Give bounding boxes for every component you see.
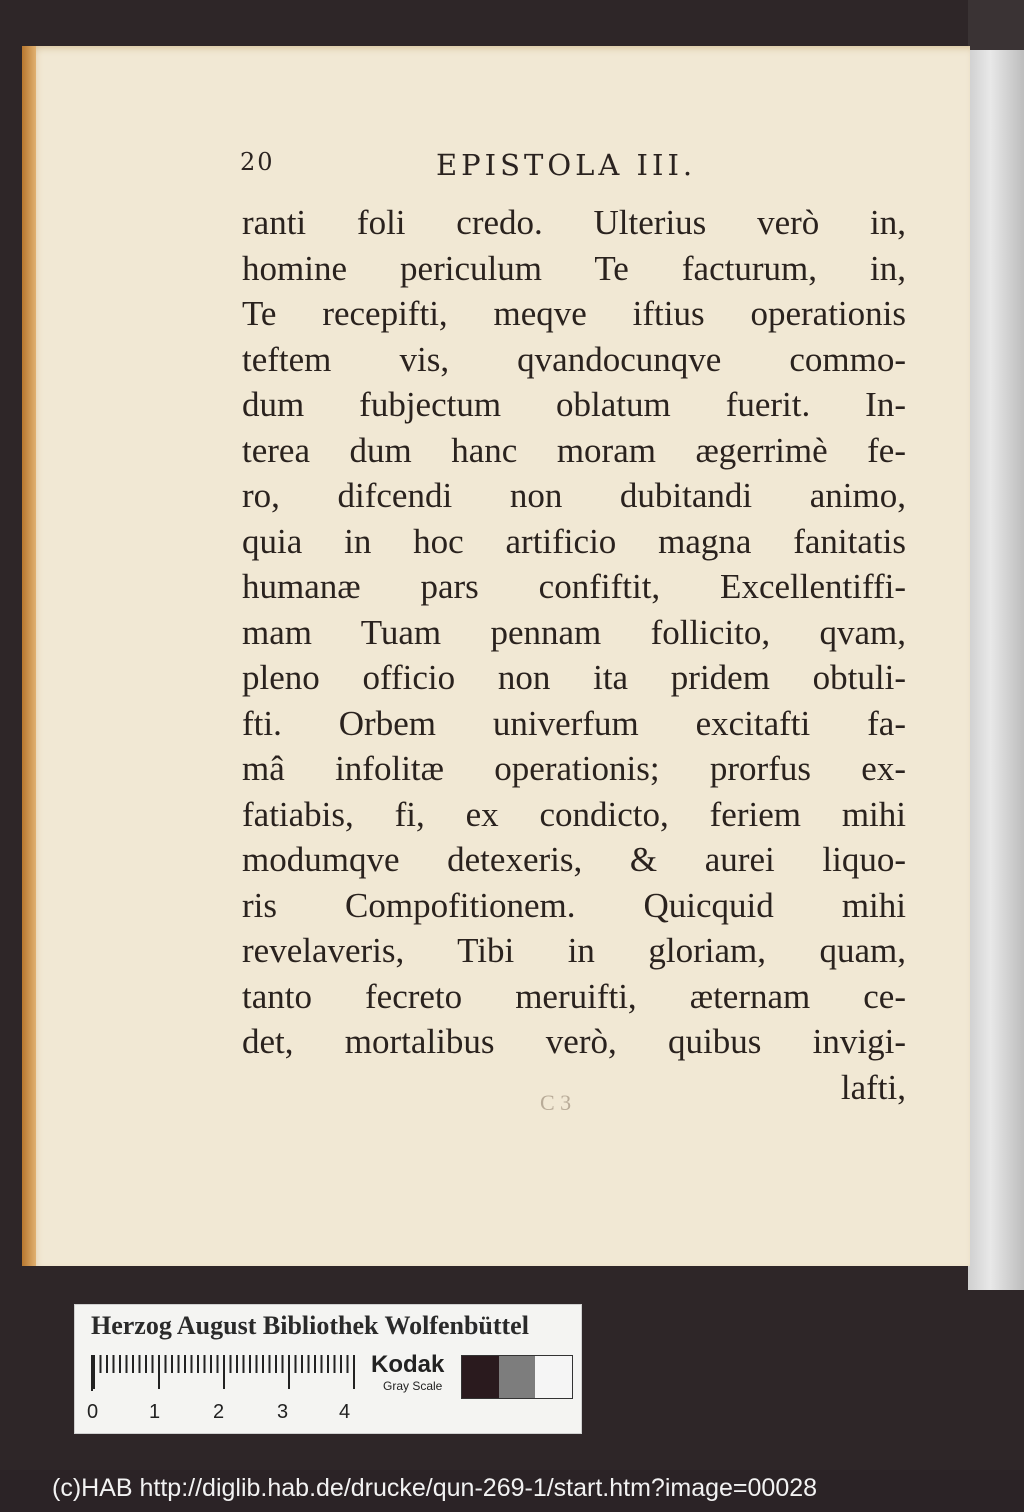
signature-mark: C 3 xyxy=(540,1090,572,1115)
text-line: modumqve detexeris, & aurei liquo- xyxy=(242,840,906,879)
gray-scale-swatches xyxy=(461,1355,573,1399)
ruler-number: 1 xyxy=(149,1401,161,1423)
body-text xyxy=(242,200,906,1110)
text-line: revelaveris, Tibi in gloriam, quam, xyxy=(242,931,906,970)
text-line: mâ infolitæ operationis; prorfus ex- xyxy=(242,749,906,788)
text-line: ris Compofitionem. Quicquid mihi xyxy=(242,885,906,925)
ruler-number: 3 xyxy=(277,1401,289,1423)
library-name: Herzog August Bibliothek Wolfenbüttel xyxy=(91,1311,529,1340)
page-gutter-edge xyxy=(22,46,36,1266)
text-line: fti. Orbem univerfum excitafti fa- xyxy=(242,703,906,743)
ruler xyxy=(91,1355,355,1391)
swatch-mid xyxy=(499,1356,536,1398)
running-head xyxy=(240,148,920,188)
catchword: lafti, xyxy=(840,1067,906,1107)
citation-url: (c)HAB http://diglib.hab.de/drucke/qun-269-1/start.htm?image=00028 xyxy=(52,1474,818,1502)
library-label xyxy=(74,1304,582,1434)
next-page-edge xyxy=(968,0,1024,1290)
scan-corner xyxy=(968,0,1024,50)
text-line: tanto fecreto meruifti, æternam ce- xyxy=(242,976,906,1016)
swatch-dark xyxy=(462,1356,499,1398)
text-line: ranti foli credo. Ulterius verò in, xyxy=(242,203,906,242)
text-line: ro, difcendi non dubitandi animo, xyxy=(242,476,906,515)
text-line: quia in hoc artificio magna fanitatis xyxy=(242,521,906,561)
text-line: pleno officio non ita pridem obtuli- xyxy=(242,658,906,697)
text-line: mam Tuam pennam follicito, qvam, xyxy=(242,612,906,652)
text-line: fatiabis, fi, ex condicto, feriem mihi xyxy=(242,794,906,834)
ruler-number: 2 xyxy=(213,1401,225,1423)
swatch-light xyxy=(535,1356,572,1398)
text-line: teftem vis, qvandocunqve commo- xyxy=(242,339,906,379)
running-head-title: EPISTOLA III. xyxy=(436,148,697,182)
page-number: 20 xyxy=(240,148,275,176)
text-line: Te recepifti, meqve iftius operationis xyxy=(242,294,906,333)
text-line: det, mortalibus verò, quibus invigi- xyxy=(242,1022,906,1061)
text-line: humanæ pars confiftit, Excellentiffi- xyxy=(242,567,906,606)
text-line: homine periculum Te facturum, in, xyxy=(242,248,906,288)
ruler-major-ticks xyxy=(93,1355,355,1389)
ruler-number: 4 xyxy=(339,1401,351,1423)
text-line: terea dum hanc moram ægerrimè fe- xyxy=(242,430,906,470)
kodak-logo: Kodak xyxy=(371,1351,445,1378)
ruler-number: 0 xyxy=(87,1401,99,1423)
text-line: dum fubjectum oblatum fuerit. In- xyxy=(242,385,906,424)
gray-scale-label: Gray Scale xyxy=(383,1379,443,1393)
